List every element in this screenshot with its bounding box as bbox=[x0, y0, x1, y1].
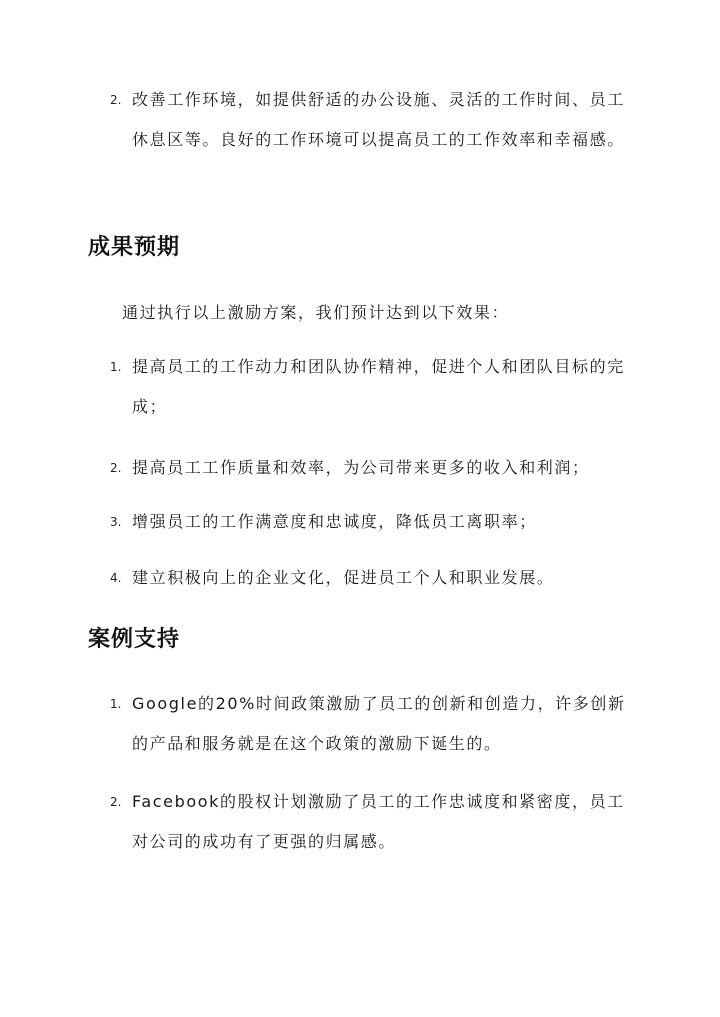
list-item-text: 改善工作环境，如提供舒适的办公设施、灵活的工作时间、员工休息区等。良好的工作环境可以提高员工的工作效率和幸福感。 bbox=[132, 90, 625, 149]
list-item-number: 2. bbox=[110, 93, 122, 107]
section-intro: 通过执行以上激励方案，我们预计达到以下效果： bbox=[122, 303, 510, 322]
list-item-number: 2. bbox=[110, 795, 122, 809]
list-item-text: 提高员工的工作动力和团队协作精神，促进个人和团队目标的完成； bbox=[132, 357, 625, 416]
section-heading-results: 成果预期 bbox=[88, 235, 181, 260]
section-heading-cases: 案例支持 bbox=[88, 627, 181, 652]
list-item-text: 增强员工的工作满意度和忠诚度，降低员工离职率； bbox=[132, 512, 537, 531]
list-item-text: 建立积极向上的企业文化，促进员工个人和职业发展。 bbox=[132, 568, 555, 587]
list-item bbox=[110, 684, 630, 764]
list-item bbox=[110, 502, 630, 542]
list-item bbox=[110, 80, 630, 200]
list-item-number: 1. bbox=[110, 697, 122, 711]
list-item-number: 2. bbox=[110, 461, 122, 475]
list-item bbox=[110, 782, 630, 862]
list-item-text: Google的20%时间政策激励了员工的创新和创造力，许多创新的产品和服务就是在这个政策的激励下诞生的。 bbox=[132, 694, 626, 753]
list-item-number: 4. bbox=[110, 571, 122, 585]
list-item bbox=[110, 347, 630, 427]
list-item-number: 3. bbox=[110, 515, 122, 529]
list-item-text: 提高员工工作质量和效率，为公司带来更多的收入和利润； bbox=[132, 458, 590, 477]
list-item-text: Facebook的股权计划激励了员工的工作忠诚度和紧密度，员工对公司的成功有了更强的归属感。 bbox=[132, 792, 625, 851]
list-item bbox=[110, 448, 630, 488]
list-item bbox=[110, 558, 630, 598]
list-item-number: 1. bbox=[110, 360, 122, 374]
